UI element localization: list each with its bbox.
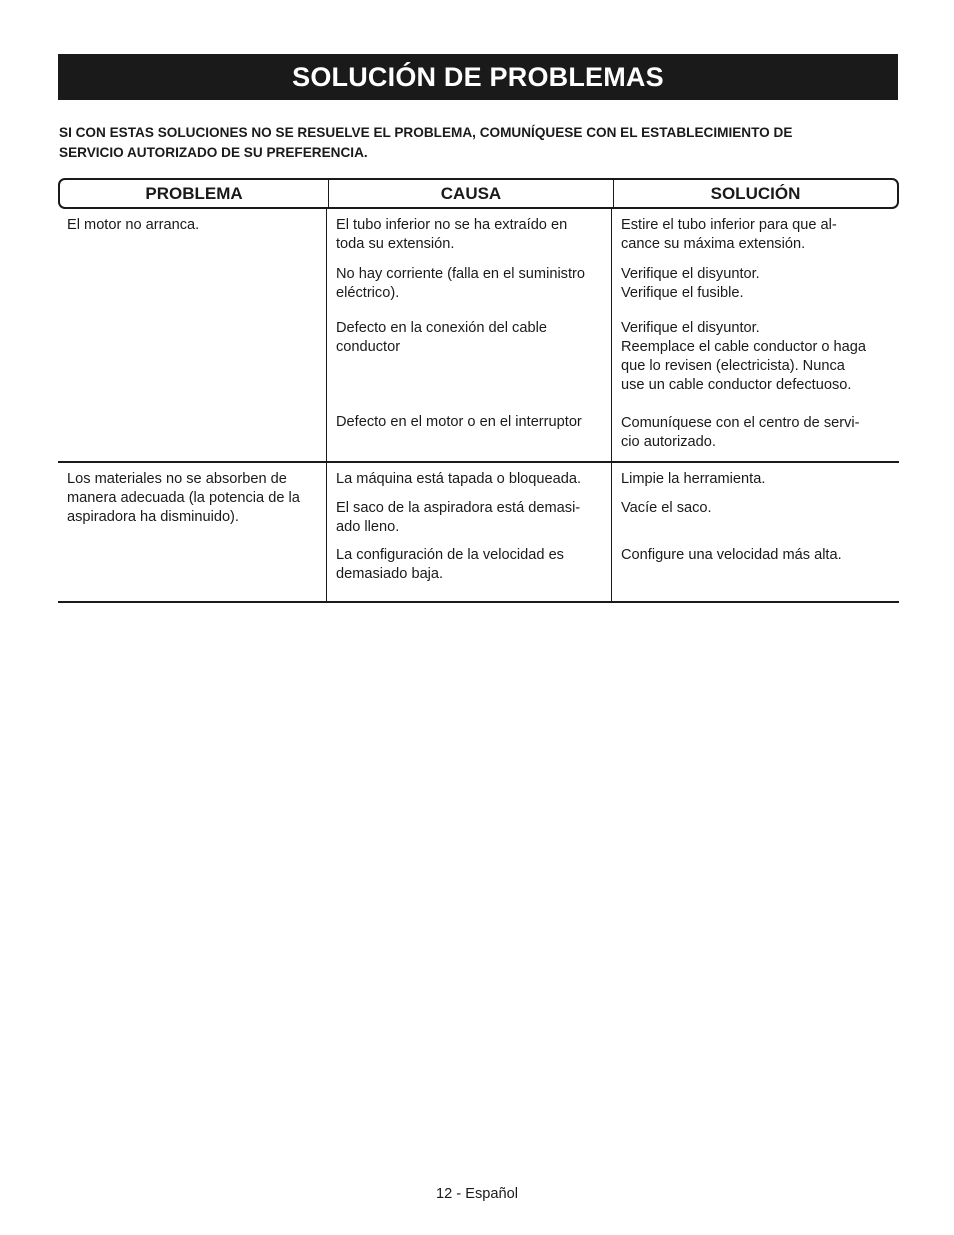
cause-item [336,470,604,489]
cause-item [336,265,604,303]
cause-line: Defecto en el motor o en el interruptor [336,414,582,430]
solution-item [621,265,891,303]
header-problema: PROBLEMA [60,180,329,207]
cause-line: No hay corriente (falla en el suministro [336,266,586,282]
solution-line: Reemplace el cable conductor o haga [621,339,867,355]
solution-item [621,319,891,395]
cause-line: El saco de la aspiradora está demasi- [336,500,581,516]
solution-line: cio autorizado. [621,434,716,450]
solution-cell [612,209,899,461]
cause-line: El tubo inferior no se ha extraído en [336,217,568,233]
solution-line: Limpie la herramienta. [621,471,766,487]
solution-item [621,546,891,565]
cause-item [336,319,604,357]
table-row [58,463,899,603]
solution-line: use un cable conductor defectuoso. [621,377,852,393]
solution-cell [612,463,899,601]
cause-line: Defecto en la conexión del cable [336,320,547,336]
header-causa: CAUSA [329,180,614,207]
cause-cell [327,209,612,461]
cause-line: toda su extensión. [336,236,455,252]
intro-line: SERVICIO AUTORIZADO DE SU PREFERENCIA. [59,144,368,160]
page-title: SOLUCIÓN DE PROBLEMAS [292,61,664,92]
solution-line: Verifique el disyuntor. [621,266,760,282]
table-header [58,178,899,209]
page-footer: 12 - Español [436,1186,518,1202]
header-solucion: SOLUCIÓN [710,183,801,203]
cause-item [336,216,604,254]
solution-item [621,470,891,489]
cause-line: La máquina está tapada o bloqueada. [336,471,582,487]
solution-item [621,414,891,452]
solution-line: que lo revisen (electricista). Nunca [621,358,845,374]
cause-item [336,413,604,432]
cause-line: ado lleno. [336,519,400,535]
problem-line: Los materiales no se absorben de [67,471,287,487]
solution-line: Configure una velocidad más alta. [621,547,842,563]
cause-line: demasiado baja. [336,566,444,582]
solution-line: Vacíe el saco. [621,500,712,516]
cause-item [336,546,604,584]
intro-line: SI CON ESTAS SOLUCIONES NO SE RESUELVE EL PROBLEMA, COMUNÍQUESE CON EL ESTABLECIMIENTO DE [59,125,793,140]
problem-cell [58,209,327,461]
cause-cell [327,463,612,601]
solution-line: Comuníquese con el centro de servi- [621,415,860,431]
cause-line: eléctrico). [336,285,400,301]
intro-notice [59,123,909,162]
problem-line: aspiradora ha disminuido). [67,509,239,525]
solution-line: cance su máxima extensión. [621,236,806,252]
problem-line: El motor no arranca. [67,217,200,233]
cause-line: conductor [336,339,401,355]
problem-line: manera adecuada (la potencia de la [67,490,300,506]
problem-cell [58,463,327,601]
title-bar [58,54,898,100]
solution-line: Verifique el fusible. [621,285,744,301]
cause-line: La configuración de la velocidad es [336,547,564,563]
solution-line: Estire el tubo inferior para que al- [621,217,837,233]
solution-item [621,499,891,518]
table-row [58,209,899,463]
solution-line: Verifique el disyuntor. [621,320,760,336]
cause-item [336,499,604,537]
troubleshooting-table [58,178,899,603]
solution-item [621,216,891,254]
